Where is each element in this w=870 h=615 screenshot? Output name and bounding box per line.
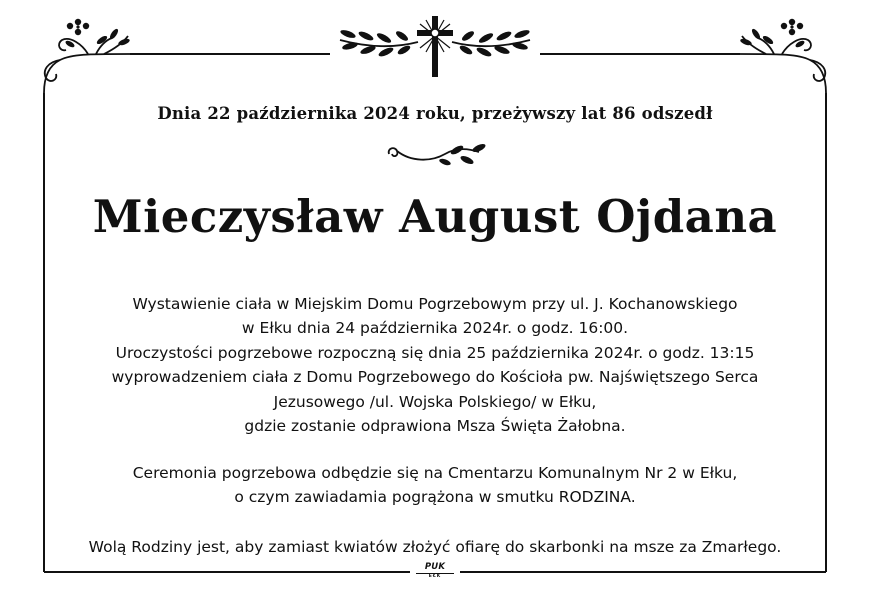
deceased-name: Mieczysław August Ojdana bbox=[92, 190, 778, 243]
funeral-info-line: Wystawienie ciała w Miejskim Domu Pogrzebowym przy ul. J. Kochanowskiego bbox=[132, 295, 738, 313]
funeral-info-line: wyprowadzeniem ciała z Domu Pogrzebowego do Kościoła pw. Najświętszego Serca bbox=[111, 368, 759, 387]
logo-sub-text: EŁK bbox=[416, 573, 454, 580]
family-request bbox=[50, 535, 820, 559]
leaf-divider-icon bbox=[383, 140, 487, 170]
corner-ornament-right bbox=[740, 36, 826, 93]
funeral-info-line: gdzie zostanie odprawiona Msza Święta Żałobna. bbox=[244, 417, 626, 436]
funeral-info-line: Jezusowego /ul. Wojska Polskiego/ w Ełku, bbox=[273, 392, 597, 411]
burial-info-line: Ceremonia pogrzebowa odbędzie się na Cmentarzu Komunalnym Nr 2 w Ełku, bbox=[132, 464, 738, 482]
puk-logo bbox=[416, 563, 454, 579]
logo-main-text: PUK bbox=[424, 562, 446, 572]
burial-info bbox=[50, 461, 820, 510]
family-request-line: Wolą Rodziny jest, aby zamiast kwiatów złożyć ofiarę do skarbonki na msze za Zmarłego. bbox=[88, 538, 782, 556]
cross-icon bbox=[417, 16, 453, 77]
funeral-info bbox=[50, 292, 820, 438]
funeral-info-line: Uroczystości pogrzebowe rozpoczną się dnia 25 października 2024r. o godz. 13:15 bbox=[115, 343, 755, 362]
funeral-info-line: w Ełku dnia 24 października 2024r. o godz. 16:00. bbox=[241, 319, 629, 338]
burial-info-line: o czym zawiadamia pogrążona w smutku RODZINA. bbox=[234, 488, 636, 507]
corner-ornament-left bbox=[44, 36, 130, 93]
death-announcement: Dnia 22 października 2024 roku, przeżywszy lat 86 odszedł bbox=[157, 104, 713, 123]
